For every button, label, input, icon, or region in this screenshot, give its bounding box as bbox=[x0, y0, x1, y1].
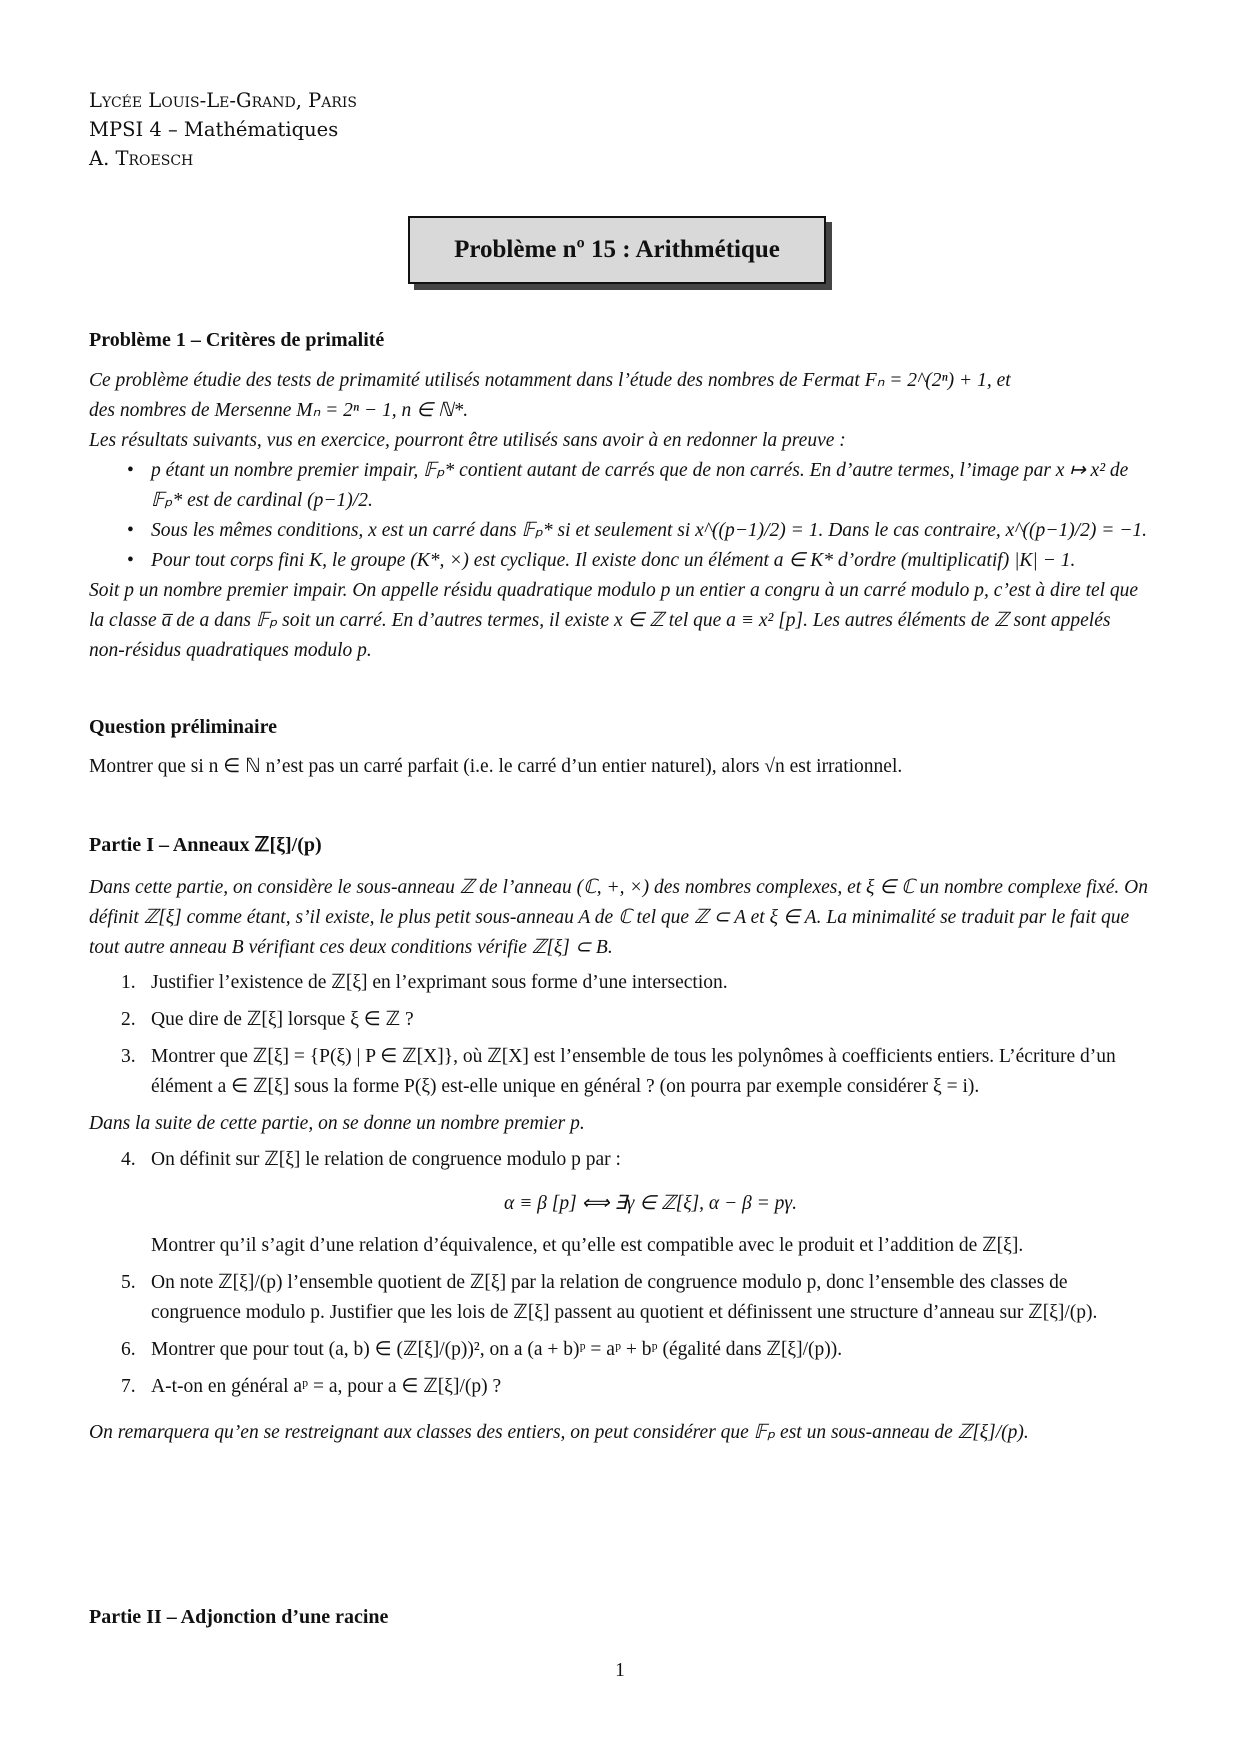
question-number: 6. bbox=[121, 1339, 136, 1360]
question-number: 5. bbox=[121, 1272, 136, 1293]
part1-questions bbox=[89, 968, 1150, 1448]
school-name: Lycée Louis-Le-Grand, Paris bbox=[89, 89, 357, 112]
question-number: 7. bbox=[121, 1376, 136, 1397]
question-4 bbox=[89, 1145, 1150, 1261]
part1-transition: Dans la suite de cette partie, on se donne un nombre premier p. bbox=[89, 1113, 585, 1134]
author-name: A. Troesch bbox=[89, 147, 194, 170]
congruence-equation: α ≡ β [p] ⟺ ∃γ ∈ ℤ[ξ], α − β = pγ. bbox=[504, 1193, 797, 1214]
question-item bbox=[121, 1372, 1150, 1402]
question-text: A-t-on en général aᵖ = a, pour a ∈ ℤ[ξ]/(p) ? bbox=[151, 1376, 502, 1397]
part1-remark: On remarquera qu’en se restreignant aux classes des entiers, on peut considérer que 𝔽ₚ est un sous-anneau de ℤ[ξ]/(p). bbox=[89, 1422, 1029, 1443]
part2-heading: Partie II – Adjonction d’une racine bbox=[89, 1606, 389, 1628]
question-number: 2. bbox=[121, 1009, 136, 1030]
questions-list-b bbox=[89, 1268, 1150, 1402]
question-number: 4. bbox=[121, 1149, 136, 1170]
results-intro: Les résultats suivants, vus en exercice, pourront être utilisés sans avoir à en redonner la preuve : bbox=[89, 430, 846, 451]
question-text: Montrer que pour tout (a, b) ∈ (ℤ[ξ]/(p))², on a (a + b)ᵖ = aᵖ + bᵖ (égalité dans ℤ[ξ]/(p)). bbox=[151, 1339, 843, 1360]
question-item bbox=[121, 1005, 1150, 1035]
residue-definition: Soit p un nombre premier impair. On appelle résidu quadratique modulo p un entier a congru à un carré modulo p, c’est à dire tel que la classe a̅ de a dans 𝔽ₚ soit un carré. En d’autres termes, il existe x ∈ ℤ tel que a ≡ x² [p]. Les autres éléments de ℤ sont appelés non-résidus quadratiques modulo p. bbox=[89, 580, 1139, 661]
result-item: • Pour tout corps fini K, le groupe (K*, ×) est cyclique. Il existe donc un élément a ∈ K* d’ordre (multiplicatif) |K| − 1. bbox=[151, 546, 1150, 576]
question-item bbox=[121, 1268, 1150, 1328]
intro-line-1: Ce problème étudie des tests de primamité utilisés notamment dans l’étude des nombres de Fermat Fₙ = 2^(2ⁿ) + 1, et bbox=[89, 370, 1011, 391]
preliminary-text: Montrer que si n ∈ ℕ n’est pas un carré parfait (i.e. le carré d’un entier naturel), alors √n est irrationnel. bbox=[89, 756, 903, 777]
document-title: Problème nº 15 : Arithmétique bbox=[454, 236, 780, 263]
problem1-intro bbox=[89, 366, 1150, 666]
question-item bbox=[121, 1145, 1150, 1261]
result-item: • Sous les mêmes conditions, x est un carré dans 𝔽ₚ* si et seulement si x^((p−1)/2) = 1. Dans le cas contraire, x^((p−1)/2) = −1. bbox=[151, 516, 1150, 546]
question-text: On note ℤ[ξ]/(p) l’ensemble quotient de ℤ[ξ] par la relation de congruence modulo p, donc l’ensemble des classes de congruence modulo p. Justifier que les lois de ℤ[ξ] passent au quotient et définissent une structure d’anneau sur ℤ[ξ]/(p). bbox=[151, 1272, 1098, 1323]
part1-heading: Partie I – Anneaux ℤ[ξ]/(p) bbox=[89, 834, 322, 856]
question-text: Montrer que ℤ[ξ] = {P(ξ) | P ∈ ℤ[X]}, où ℤ[X] est l’ensemble de tous les polynômes à coefficients entiers. L’écriture d’un élément a ∈ ℤ[ξ] sous la forme P(ξ) est-elle unique en général ? (on pourra par exemple considérer ξ = i). bbox=[151, 1046, 1116, 1097]
question-followup: Montrer qu’il s’agit d’une relation d’équivalence, et qu’elle est compatible avec le produit et l’addition de ℤ[ξ]. bbox=[151, 1235, 1024, 1256]
results-list bbox=[89, 456, 1150, 576]
question-item bbox=[121, 1042, 1150, 1102]
question-number: 3. bbox=[121, 1046, 136, 1067]
title-box bbox=[408, 216, 826, 284]
result-item: • p étant un nombre premier impair, 𝔽ₚ* contient autant de carrés que de non carrés. En d’autre termes, l’image par x ↦ x² de 𝔽ₚ* est de cardinal (p−1)/2. bbox=[151, 456, 1150, 516]
questions-list-a bbox=[89, 968, 1150, 1102]
question-item bbox=[121, 1335, 1150, 1365]
question-number: 1. bbox=[121, 972, 136, 993]
problem1-heading: Problème 1 – Critères de primalité bbox=[89, 329, 385, 351]
class-name: MPSI 4 – Mathématiques bbox=[89, 118, 339, 141]
page-number: 1 bbox=[615, 1660, 625, 1681]
question-text: On définit sur ℤ[ξ] le relation de congruence modulo p par : bbox=[151, 1149, 621, 1170]
question-item bbox=[121, 968, 1150, 998]
intro-line-2: des nombres de Mersenne Mₙ = 2ⁿ − 1, n ∈ ℕ*. bbox=[89, 400, 469, 421]
preliminary-heading: Question préliminaire bbox=[89, 716, 277, 738]
question-text: Que dire de ℤ[ξ] lorsque ξ ∈ ℤ ? bbox=[151, 1009, 414, 1030]
part1-intro: Dans cette partie, on considère le sous-anneau ℤ de l’anneau (ℂ, +, ×) des nombres complexes, et ξ ∈ ℂ un nombre complexe fixé. On définit ℤ[ξ] comme étant, s’il existe, le plus petit sous-anneau A de ℂ tel que ℤ ⊂ A et ξ ∈ A. La minimalité se traduit par le fait que tout autre anneau B vérifiant ces deux conditions vérifie ℤ[ξ] ⊂ B. bbox=[89, 877, 1148, 958]
document-header bbox=[89, 86, 357, 173]
question-text: Justifier l’existence de ℤ[ξ] en l’exprimant sous forme d’une intersection. bbox=[151, 972, 728, 993]
